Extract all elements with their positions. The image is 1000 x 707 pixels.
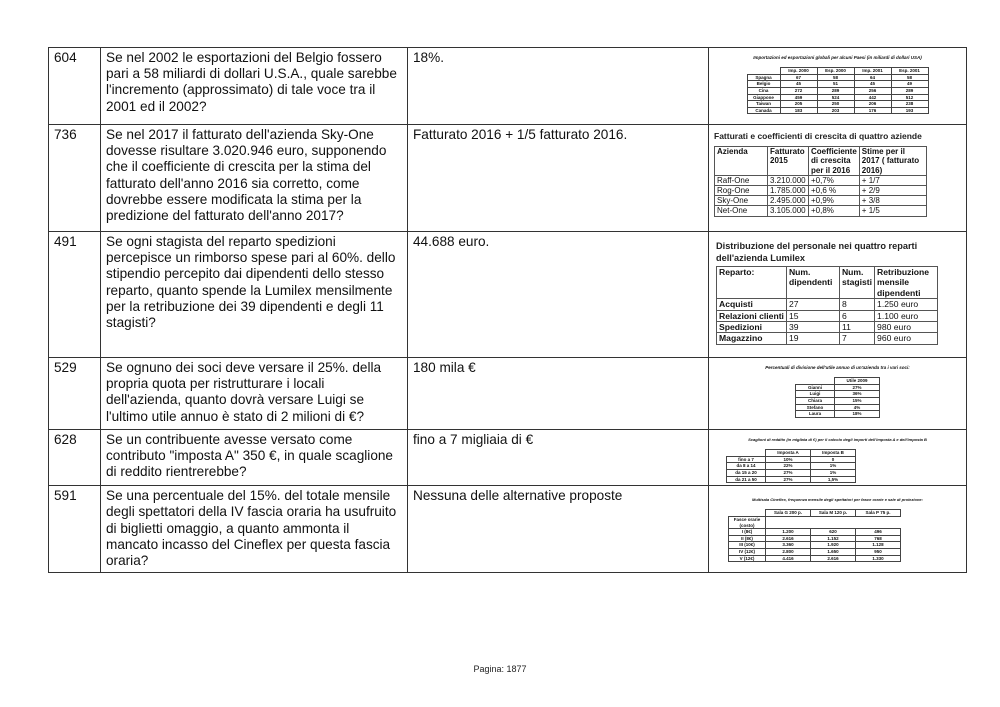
figure-corner-label: Fasce orarie (costo) — [729, 516, 766, 528]
figure-cell-value: 1.250 euro — [875, 299, 938, 310]
figure-cell-value: Belgio — [747, 81, 780, 88]
figure-cell-value: 22% — [766, 463, 811, 470]
figure-row — [747, 94, 928, 101]
figure-cell-value: +0,6 % — [809, 186, 860, 196]
figure-header: Esp. 2001 — [891, 68, 928, 75]
question-id: 604 — [49, 48, 101, 125]
question-text: Se nel 2017 il fatturato dell'azienda Sky-One dovesse risultare 3.020.946 euro, supponendo che il coefficiente di crescita per la stima del fatturato dell'anno 2016 sia corretto, come dovrebbe essere modificata la stima per la predizione del fatturato dell'anno 2017? — [101, 125, 408, 232]
figure-cell-value: 3.105.000 — [768, 206, 809, 216]
figure-title: Scaglioni di reddito (in migliaia di €) per il calcolo degli importi dell'imposta A e dell'imposta B — [748, 437, 927, 442]
figure-row — [717, 310, 938, 321]
figure-cell-value: 19 — [786, 333, 839, 344]
figure-header: Imp. 2000 — [780, 68, 817, 75]
figure-cell-value: Luigi — [796, 391, 835, 398]
question-id: 591 — [49, 486, 101, 573]
figure-cell-value: 205 — [780, 101, 817, 108]
figure-cell-value: 1,5% — [811, 476, 856, 483]
figure-cell — [709, 125, 967, 232]
figure-row — [729, 548, 901, 555]
figure-row — [747, 74, 928, 81]
figure-header: Num. stagisti — [839, 267, 874, 299]
figure-cell-value: Magazzino — [717, 333, 787, 344]
figure-cell-value: Stefano — [796, 404, 835, 411]
figure-row — [727, 469, 856, 476]
figure-cell-value: 45 — [780, 81, 817, 88]
figure-cell-value: Cina — [747, 87, 780, 94]
figure-cell-value: Acquisti — [717, 299, 787, 310]
figure-cell-value: Raff-One — [715, 175, 768, 185]
figure-row — [747, 81, 928, 88]
figure-header — [727, 450, 766, 457]
table-row — [49, 486, 967, 573]
question-text: Se ogni stagista del reparto spedizioni percepisce un rimborso spese pari al 60%. dello stipendio percepito dai dipendenti dello stesso reparto, quanto spende la Lumilex mensilmente per la retribuzione dei 39 dipendenti e degli 11 stagisti? — [101, 232, 408, 358]
figure-cell-value: 51 — [817, 81, 854, 88]
figure-cell-value: 1.152 — [811, 535, 856, 542]
figure-cell-value: 1.330 — [856, 555, 901, 562]
question-id: 736 — [49, 125, 101, 232]
figure-cell-value: 980 euro — [875, 322, 938, 333]
figure-table — [714, 146, 927, 216]
table-row — [49, 232, 967, 358]
figure-cell-value: 272 — [780, 87, 817, 94]
figure-cell-value: 250 — [817, 101, 854, 108]
figure-row — [796, 404, 880, 411]
figure-header: Sala P 75 p. — [856, 510, 901, 517]
question-text: Se nel 2002 le esportazioni del Belgio fossero pari a 58 miliardi di dollari U.S.A., quale sarebbe l'incremento (approssimato) di tale voce tra il 2001 ed il 2002? — [101, 48, 408, 125]
figure-cell-value: Relazioni clienti — [717, 310, 787, 321]
figure-cell-value: 0 — [811, 456, 856, 463]
figure-row — [727, 456, 856, 463]
figure-row — [727, 476, 856, 483]
figure-header: Sala M 120 p. — [811, 510, 856, 517]
figure-row — [715, 186, 927, 196]
figure-header: Num. dipendenti — [786, 267, 839, 299]
figure-cell-value: 58 — [891, 74, 928, 81]
figure-title: Multisala Cineflex, frequenza mensile degli spettatori per fasce orarie e sale di proiezione: — [752, 497, 923, 503]
figure-cell-value: 1.200 — [766, 529, 811, 536]
question-text: Se una percentuale del 15%. del totale mensile degli spettatori della IV fascia oraria ha usufruito di biglietti omaggio, a quanto ammonta il mancato incasso del Cineflex per questa fascia oraria? — [101, 486, 408, 573]
figure-row — [729, 555, 901, 562]
figure-row — [796, 411, 880, 418]
figure-cell-value: V (12€) — [729, 555, 766, 562]
figure-cell-value: 49 — [891, 81, 928, 88]
figure-cell-value: 2.800 — [766, 548, 811, 555]
figure-cell-value: 11 — [839, 322, 874, 333]
figure-cell-value: Chiara — [796, 397, 835, 404]
figure-row — [715, 206, 927, 216]
figure-cell-value: + 1/7 — [859, 175, 926, 185]
figure-title: Percentuali di divisione dell'utile annuo di un'azienda tra i vari soci: — [765, 365, 910, 370]
figure-cell-value: 459 — [780, 94, 817, 101]
table-row — [49, 125, 967, 232]
figure-cell-value: Gianni — [796, 384, 835, 391]
figure-cell-value: I (8€) — [729, 529, 766, 536]
figure-cell-value: 1.650 — [811, 548, 856, 555]
answer-text: 18%. — [408, 48, 709, 125]
question-text: Se ognuno dei soci deve versare il 25%. della propria quota per ristrutturare i locali dell'azienda, quanto dovrà versare Luigi se l'ultimo utile annuo è stato di 2 milioni di €? — [101, 358, 408, 430]
answer-text: fino a 7 migliaia di € — [408, 430, 709, 486]
figure-cell-value: 27 — [786, 299, 839, 310]
figure-cell-value: Taiwan — [747, 101, 780, 108]
figure-cell-value: +0,9% — [809, 196, 860, 206]
figure-cell-value: 8 — [839, 299, 874, 310]
figure-cell-value: 1.785.000 — [768, 186, 809, 196]
answer-text: 44.688 euro. — [408, 232, 709, 358]
table-row — [49, 430, 967, 486]
figure-title: Importazioni ed esportazioni globali per alcuni Paesi (in miliardi di dollari USA) — [753, 55, 922, 60]
figure-cell-value: IV (12€) — [729, 548, 766, 555]
figure-cell-value: 1.100 euro — [875, 310, 938, 321]
figure-title: Fatturati e coefficienti di crescita di quattro aziende — [714, 131, 922, 141]
figure-cell-value: Net-One — [715, 206, 768, 216]
figure-cell — [709, 486, 967, 573]
questions-table — [48, 47, 967, 573]
figure-table — [747, 67, 929, 114]
figure-cell-value: 6 — [839, 310, 874, 321]
figure-cell-value: II (8€) — [729, 535, 766, 542]
figure-row — [747, 101, 928, 108]
figure-cell-value: 27% — [766, 476, 811, 483]
figure-cell-value: 442 — [854, 94, 891, 101]
figure-cell-value: 620 — [811, 529, 856, 536]
figure-cell-value: 18% — [835, 411, 880, 418]
figure-header: Retribuzione mensile dipendenti — [875, 267, 938, 299]
figure-cell-value: 4.416 — [766, 555, 811, 562]
figure-cell-value: 1% — [811, 463, 856, 470]
figure-row — [717, 333, 938, 344]
figure-row — [729, 542, 901, 549]
figure-cell-value: Canada — [747, 107, 780, 114]
question-text: Se un contribuente avesse versato come contributo "imposta A" 350 €, in quale scaglione di reddito rientrerebbe? — [101, 430, 408, 486]
answer-text: Fatturato 2016 + 1/5 fatturato 2016. — [408, 125, 709, 232]
figure-row — [717, 299, 938, 310]
figure-header: Fatturato 2015 — [768, 147, 809, 176]
figure-cell-value: 2.616 — [811, 555, 856, 562]
figure-header — [729, 510, 766, 517]
figure-cell-value: Sky-One — [715, 196, 768, 206]
figure-cell-value: 67 — [780, 74, 817, 81]
figure-table — [716, 266, 938, 345]
figure-header: Utile 2009 — [835, 378, 880, 385]
question-id: 628 — [49, 430, 101, 486]
figure-row — [715, 196, 927, 206]
figure-header: Imposta A — [766, 450, 811, 457]
figure-row — [717, 322, 938, 333]
figure-cell-value: Giappone — [747, 94, 780, 101]
figure-table — [728, 509, 901, 562]
figure-cell-value: + 2/9 — [859, 186, 926, 196]
answer-text: 180 mila € — [408, 358, 709, 430]
figure-row — [729, 529, 901, 536]
figure-row — [727, 463, 856, 470]
figure-header: Imp. 2001 — [854, 68, 891, 75]
figure-row — [747, 107, 928, 114]
figure-row — [715, 175, 927, 185]
figure-cell-value: III (10€) — [729, 542, 766, 549]
figure-cell-value: 10% — [766, 456, 811, 463]
figure-cell-value: 512 — [891, 94, 928, 101]
figure-cell-value: 39 — [786, 322, 839, 333]
figure-cell-value: 1.920 — [811, 542, 856, 549]
page-number: Pagina: 1877 — [473, 664, 527, 674]
figure-row — [796, 384, 880, 391]
table-row — [49, 358, 967, 430]
figure-row — [796, 397, 880, 404]
figure-cell-value: 58 — [817, 74, 854, 81]
figure-cell-value: 2.495.000 — [768, 196, 809, 206]
figure-cell-value: 15 — [786, 310, 839, 321]
figure-cell-value: Spagna — [747, 74, 780, 81]
figure-header: Esp. 2000 — [817, 68, 854, 75]
figure-cell-value: 960 euro — [875, 333, 938, 344]
figure-header: Azienda — [715, 147, 768, 176]
figure-cell-value: 27% — [835, 384, 880, 391]
figure-row — [747, 87, 928, 94]
figure-cell-value: 27% — [766, 469, 811, 476]
figure-row — [729, 535, 901, 542]
figure-cell-value: +0,7% — [809, 175, 860, 185]
figure-cell-value: 7 — [839, 333, 874, 344]
figure-cell-value: 950 — [856, 548, 901, 555]
figure-header: Reparto: — [717, 267, 787, 299]
figure-cell-value: 1% — [811, 469, 856, 476]
figure-cell-value: da 21 a 50 — [727, 476, 766, 483]
figure-header: Coefficiente di crescita per il 2016 — [809, 147, 860, 176]
question-id: 529 — [49, 358, 101, 430]
figure-cell-value: da 8 a 14 — [727, 463, 766, 470]
figure-cell-value: 524 — [817, 94, 854, 101]
figure-cell — [709, 232, 967, 358]
figure-cell-value: 176 — [854, 107, 891, 114]
figure-table — [795, 377, 880, 418]
figure-cell-value: Spedizioni — [717, 322, 787, 333]
figure-cell-value: fino a 7 — [727, 456, 766, 463]
figure-cell-value: 289 — [817, 87, 854, 94]
figure-cell-value: 36% — [835, 391, 880, 398]
figure-header: Imposta B — [811, 450, 856, 457]
figure-cell-value: 496 — [856, 529, 901, 536]
figure-cell-value: Laura — [796, 411, 835, 418]
figure-cell-value: 289 — [891, 87, 928, 94]
table-row — [49, 48, 967, 125]
figure-cell-value: 256 — [854, 87, 891, 94]
figure-cell-value: 4% — [835, 404, 880, 411]
figure-cell-value: 45 — [854, 81, 891, 88]
figure-cell-value: 1.128 — [856, 542, 901, 549]
figure-cell-value: 203 — [817, 107, 854, 114]
figure-header: Sala G 200 p. — [766, 510, 811, 517]
figure-table — [726, 449, 856, 483]
figure-header — [796, 378, 835, 385]
figure-cell-value: 238 — [891, 101, 928, 108]
figure-cell-value: 2.616 — [766, 535, 811, 542]
figure-cell-value: + 3/8 — [859, 196, 926, 206]
figure-cell-value: 206 — [854, 101, 891, 108]
figure-cell-value: +0,8% — [809, 206, 860, 216]
question-id: 491 — [49, 232, 101, 358]
figure-cell-value: Rog-One — [715, 186, 768, 196]
figure-cell-value: + 1/5 — [859, 206, 926, 216]
figure-cell-value: 193 — [891, 107, 928, 114]
figure-cell-value: 3.210.000 — [768, 175, 809, 185]
figure-cell-value: 64 — [854, 74, 891, 81]
figure-cell-value: 3.360 — [766, 542, 811, 549]
figure-header: Stime per il 2017 ( fatturato 2016) — [859, 147, 926, 176]
answer-text: Nessuna delle alternative proposte — [408, 486, 709, 573]
figure-cell — [709, 48, 967, 125]
figure-cell — [709, 358, 967, 430]
figure-title: Distribuzione del personale nei quattro reparti dell'azienda Lumilex — [716, 241, 918, 263]
figure-cell — [709, 430, 967, 486]
figure-cell-value: 768 — [856, 535, 901, 542]
figure-cell-value: da 15 a 20 — [727, 469, 766, 476]
figure-header — [747, 68, 780, 75]
figure-row — [796, 391, 880, 398]
figure-cell-value: 183 — [780, 107, 817, 114]
figure-cell-value: 15% — [835, 397, 880, 404]
